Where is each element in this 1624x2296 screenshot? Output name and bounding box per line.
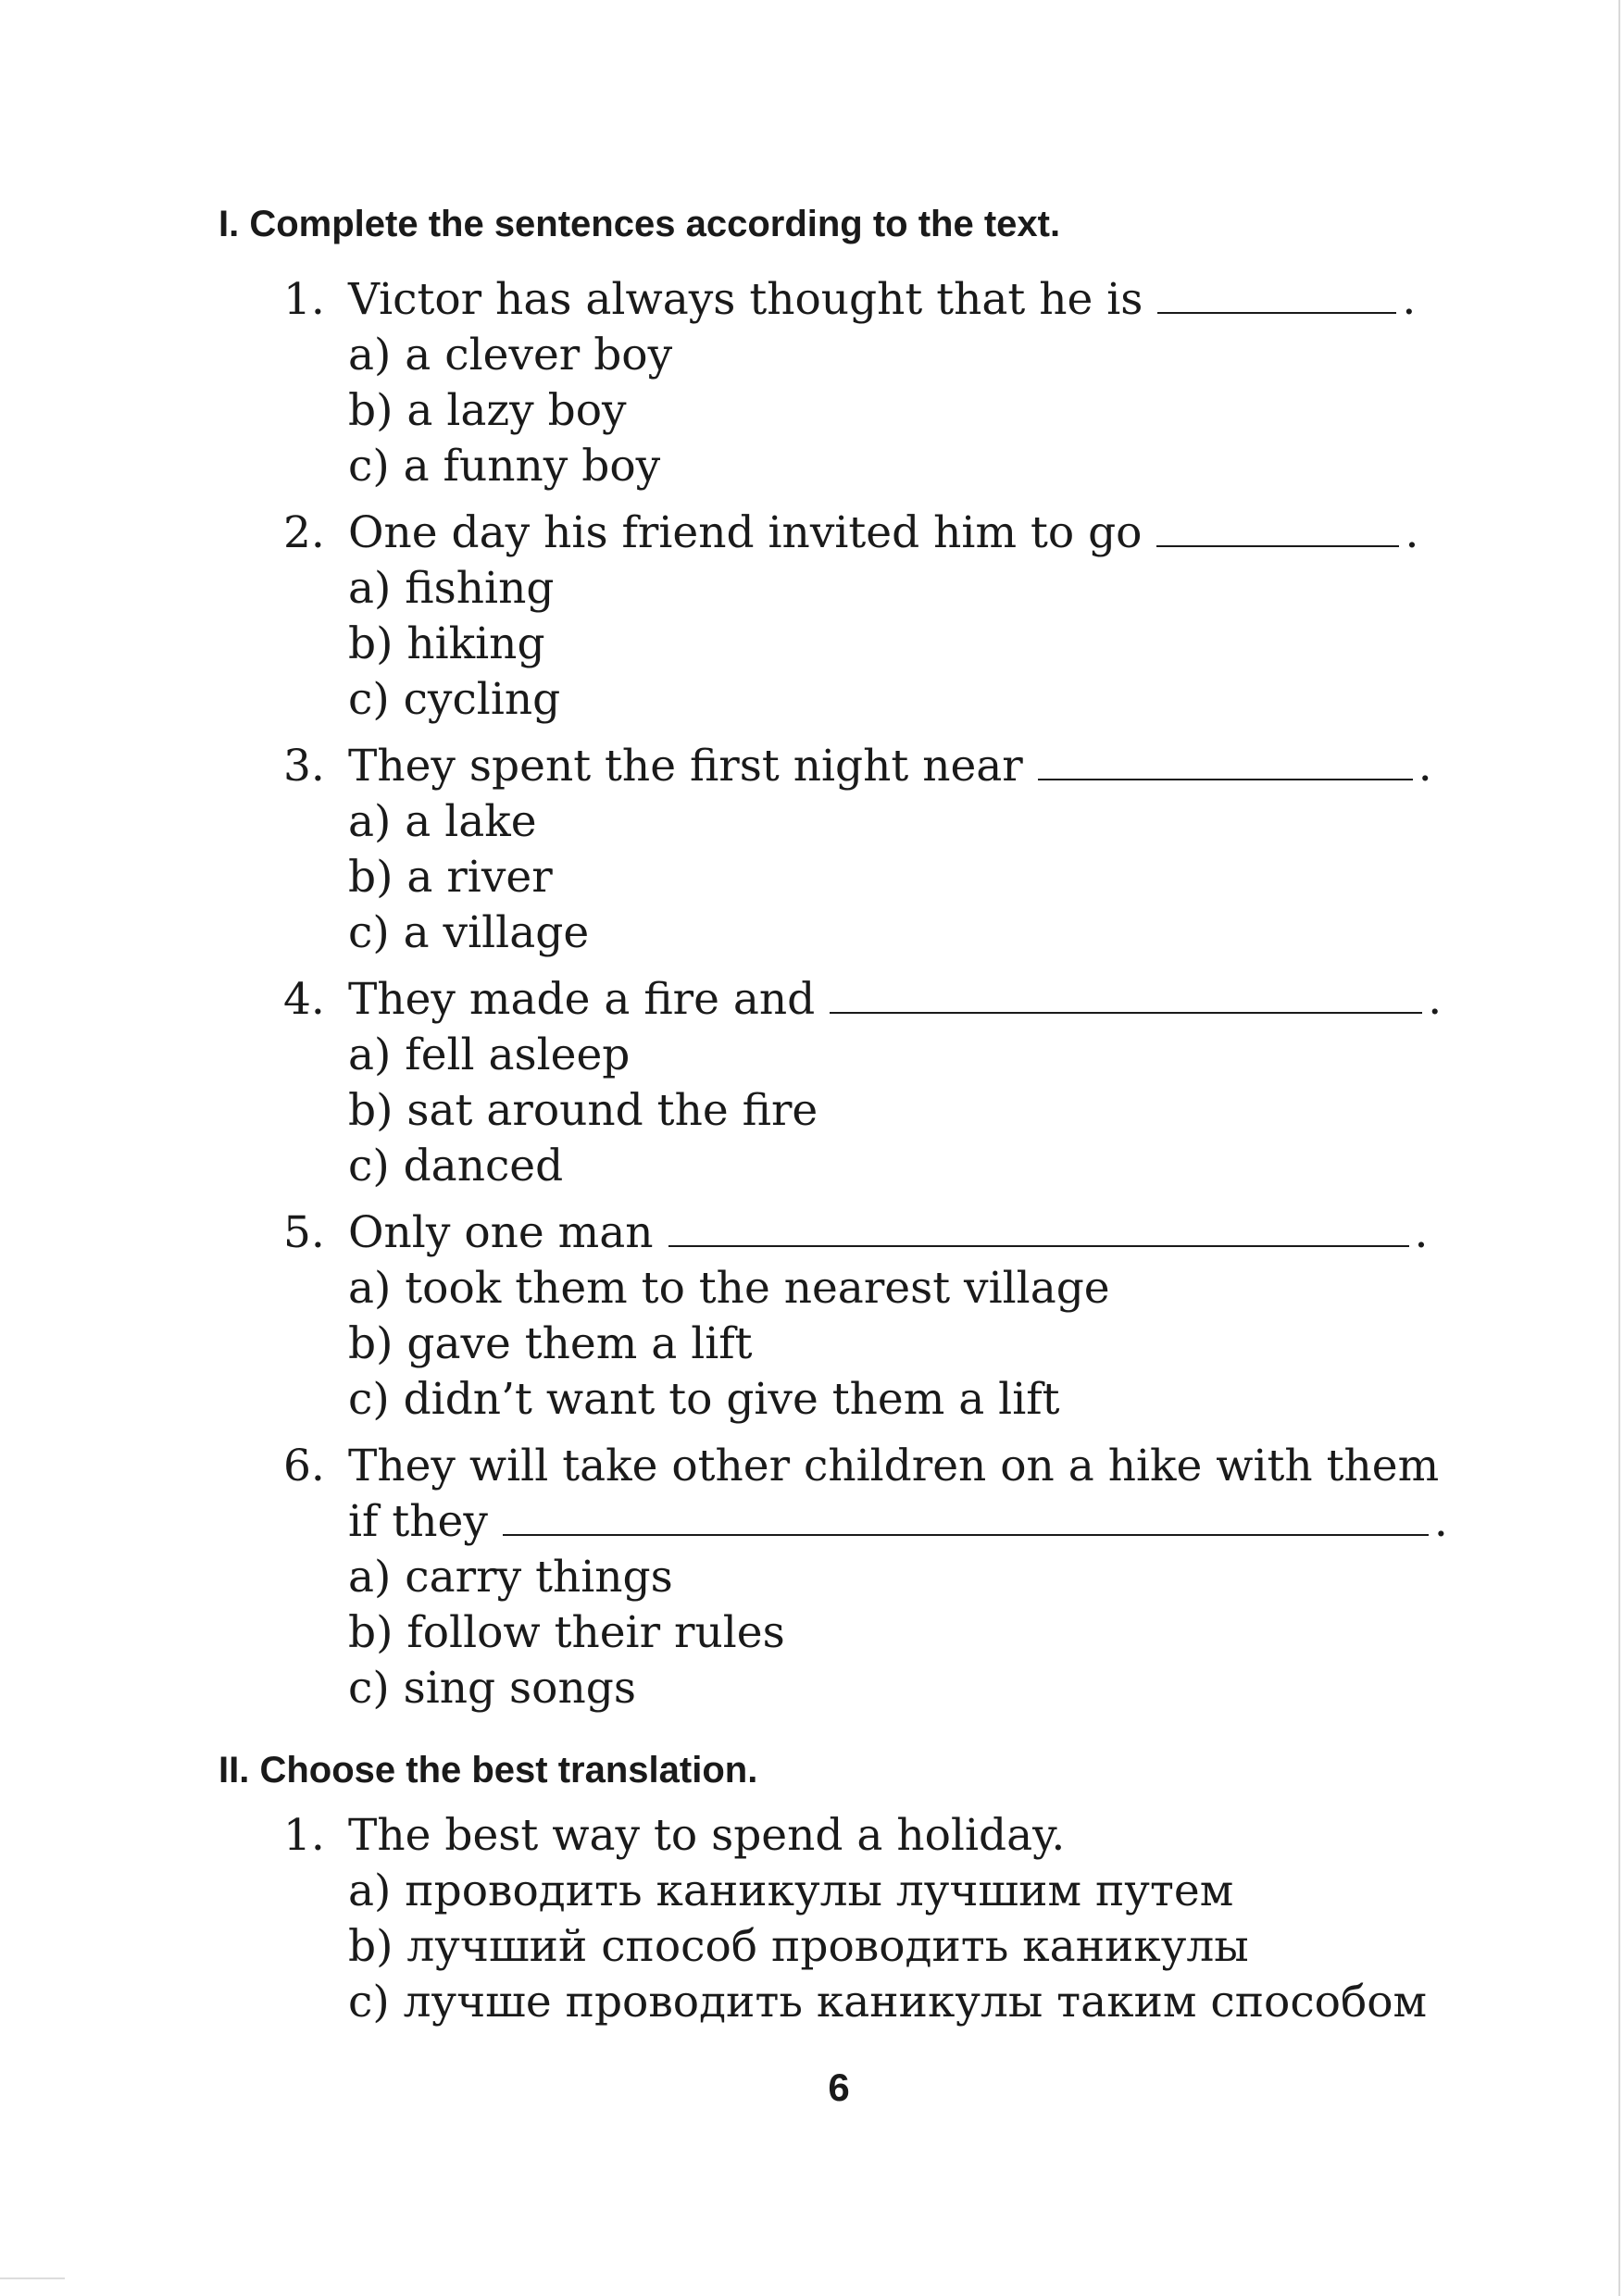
question-4 <box>283 972 1478 1194</box>
question-stem: One day his friend invited him to go <box>348 507 1143 558</box>
option-a: a) took them to the nearest village <box>348 1263 1110 1314</box>
option-a: a) a clever boy <box>348 330 673 381</box>
section-1-questions <box>283 272 1478 1716</box>
option-b: b) sat around the fire <box>348 1085 818 1136</box>
page-edge <box>1618 0 1620 2296</box>
sentence-end: . <box>1428 974 1443 1025</box>
option-b: b) лучший способ проводить каникулы <box>348 1921 1249 1972</box>
answer-blank[interactable] <box>503 1495 1429 1536</box>
option-a: a) проводить каникулы лучшим путем <box>348 1866 1234 1916</box>
option-c: c) cycling <box>348 674 561 725</box>
question-5 <box>283 1205 1478 1428</box>
option-a: a) carry things <box>348 1552 673 1603</box>
option-a: a) fell asleep <box>348 1029 631 1080</box>
question-stem: They will take other children on a hike with them <box>348 1441 1440 1491</box>
page-number: 6 <box>828 2065 850 2109</box>
question-number: 1. <box>283 274 325 325</box>
sentence-end: . <box>1418 741 1432 792</box>
sentence-end: . <box>1402 274 1417 325</box>
question-stem: They made a fire and <box>348 974 816 1025</box>
question-stem: Victor has always thought that he is <box>348 274 1143 325</box>
section-1-heading: I. Complete the sentences according to the text. <box>219 204 1061 244</box>
answer-blank[interactable] <box>668 1206 1409 1247</box>
sentence-end: . <box>1433 1496 1448 1547</box>
question-stem: The best way to spend a holiday. <box>348 1810 1066 1861</box>
question-number: 2. <box>283 507 325 558</box>
sentence-end: . <box>1405 507 1419 558</box>
question-stem-continued: if they <box>348 1496 488 1547</box>
question-1 <box>283 1808 1478 2030</box>
question-number: 1. <box>283 1810 325 1861</box>
option-a: a) fishing <box>348 563 555 614</box>
section-2-questions <box>283 1808 1478 2030</box>
question-2 <box>283 505 1478 728</box>
question-1 <box>283 272 1478 494</box>
answer-blank[interactable] <box>1156 506 1399 547</box>
question-3 <box>283 739 1478 961</box>
option-c: c) danced <box>348 1141 564 1192</box>
answer-blank[interactable] <box>1157 273 1396 314</box>
option-c: c) didn’t want to give them a lift <box>348 1374 1060 1425</box>
option-b: b) gave them a lift <box>348 1318 753 1369</box>
option-c: c) a village <box>348 907 590 958</box>
option-c: c) a funny boy <box>348 441 661 492</box>
section-2-heading: II. Choose the best translation. <box>219 1750 758 1791</box>
question-number: 4. <box>283 974 325 1025</box>
option-b: b) follow their rules <box>348 1607 785 1658</box>
option-c: c) лучше проводить каникулы таким способом <box>348 1977 1428 2028</box>
question-number: 5. <box>283 1207 325 1258</box>
answer-blank[interactable] <box>830 973 1422 1014</box>
option-a: a) a lake <box>348 796 537 847</box>
answer-blank[interactable] <box>1038 740 1413 780</box>
sentence-end: . <box>1414 1207 1429 1258</box>
option-b: b) a lazy boy <box>348 385 627 436</box>
option-c: c) sing songs <box>348 1663 636 1714</box>
scan-mark <box>0 2277 65 2279</box>
question-stem: They spent the first night near <box>348 741 1023 792</box>
question-stem: Only one man <box>348 1207 654 1258</box>
question-number: 3. <box>283 741 325 792</box>
question-6 <box>283 1439 1478 1716</box>
option-b: b) a river <box>348 852 553 903</box>
question-number: 6. <box>283 1441 325 1491</box>
option-b: b) hiking <box>348 618 545 669</box>
